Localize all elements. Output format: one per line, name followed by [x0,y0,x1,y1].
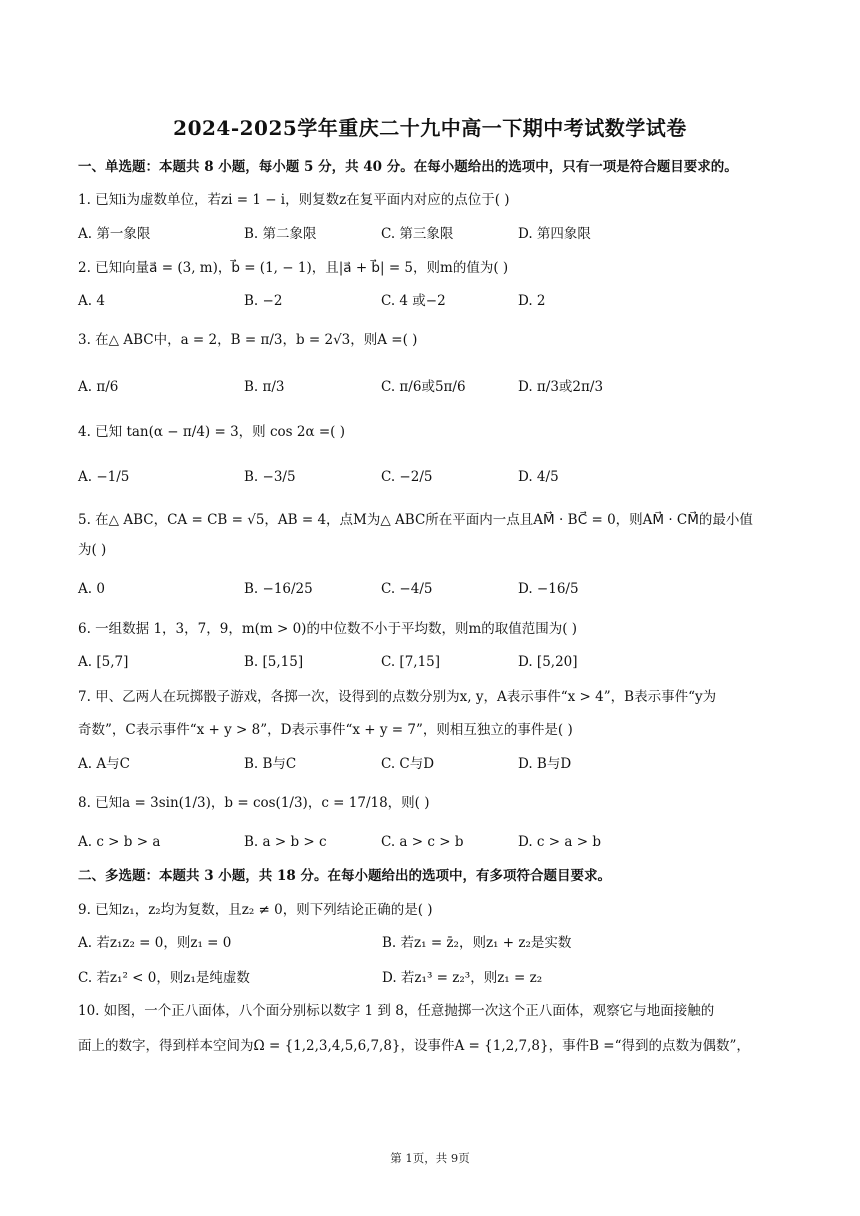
question-2-option-a: A. 4 [78,293,105,309]
question-1-option-d: D. 第四象限 [518,226,591,242]
question-1-option-c: C. 第三象限 [381,226,454,242]
exam-title: 2024-2025学年重庆二十九中高一下期中考试数学试卷 [173,116,687,140]
question-3-option-c: C. π/6或5π/6 [381,379,466,395]
question-8-option-c: C. a > c > b [381,834,464,850]
question-7-option-a: A. A与C [78,756,130,772]
question-7-option-d: D. B与D [518,756,572,772]
question-7-stem-line-2: 奇数”，C表示事件“x + y > 8”，D表示事件“x + y = 7”，则相互独立的事件是( ) [78,722,573,738]
question-8-option-a: A. c > b > a [78,834,161,850]
question-9-option-a: A. 若z₁z₂ = 0，则z₁ = 0 [78,935,232,951]
question-5-option-d: D. −16/5 [518,581,579,597]
section-single-choice-heading: 一、单选题：本题共 8 小题，每小题 5 分，共 40 分。在每小题给出的选项中，只有一项是符合题目要求的。 [78,159,738,175]
question-8-option-b: B. a > b > c [244,834,327,850]
question-4-option-b: B. −3/5 [244,469,296,485]
question-9-stem: 9. 已知z₁，z₂均为复数，且z₂ ≠ 0，则下列结论正确的是( ) [78,902,433,918]
question-4-option-c: C. −2/5 [381,469,433,485]
question-7-option-b: B. B与C [244,756,297,772]
question-2-stem: 2. 已知向量a⃗ = (3, m)，b⃗ = (1, − 1)，且|a⃗ + b⃗| = 5，则m的值为( ) [78,260,509,276]
question-9-option-d: D. 若z₁³ = z₂³，则z₁ = z₂ [382,970,543,986]
question-4-option-d: D. 4/5 [518,469,559,485]
question-2-option-b: B. −2 [244,293,283,309]
question-10-stem-line-2: 面上的数字，得到样本空间为Ω = {1,2,3,4,5,6,7,8}，设事件A = {1,2,7,8}，事件B =“得到的点数为偶数”， [78,1038,750,1054]
question-2-option-d: D. 2 [518,293,546,309]
question-3-option-d: D. π/3或2π/3 [518,379,604,395]
question-3-option-b: B. π/3 [244,379,285,395]
question-6-option-c: C. [7,15] [381,654,441,670]
question-6-option-d: D. [5,20] [518,654,578,670]
question-4-stem: 4. 已知 tan(α − π/4) = 3，则 cos 2α =( ) [78,424,346,440]
question-8-option-d: D. c > a > b [518,834,601,850]
question-2-option-c: C. 4 或−2 [381,293,446,309]
question-1-stem: 1. 已知i为虚数单位，若zi = 1 − i，则复数z在复平面内对应的点位于( ) [78,192,510,208]
question-7-option-c: C. C与D [381,756,435,772]
question-8-stem: 8. 已知a = 3sin(1/3)，b = cos(1/3)，c = 17/18，则( ) [78,795,430,811]
question-5-stem-line-1: 5. 在△ ABC，CA = CB = √5，AB = 4，点M为△ ABC所在平面内一点且AM⃗ · BC⃗ = 0，则AM⃗ · CM⃗的最小值 [78,512,753,528]
question-6-option-b: B. [5,15] [244,654,304,670]
question-5-option-c: C. −4/5 [381,581,433,597]
question-9-option-c: C. 若z₁² < 0，则z₁是纯虚数 [78,970,250,986]
question-1-option-b: B. 第二象限 [244,226,317,242]
question-9-option-b: B. 若z₁ = z̄₂，则z₁ + z₂是实数 [382,935,572,951]
question-7-stem-line-1: 7. 甲、乙两人在玩掷骰子游戏，各掷一次，设得到的点数分别为x, y，A表示事件“x > 4”，B表示事件“y为 [78,689,717,705]
question-10-stem-line-1: 10. 如图，一个正八面体，八个面分别标以数字 1 到 8，任意抛掷一次这个正八面体，观察它与地面接触的 [78,1003,715,1019]
question-5-stem-line-2: 为( ) [78,542,107,558]
question-6-option-a: A. [5,7] [78,654,129,670]
question-6-stem: 6. 一组数据 1，3，7，9，m(m > 0)的中位数不小于平均数，则m的取值范围为( ) [78,621,578,637]
question-4-option-a: A. −1/5 [78,469,130,485]
question-5-option-a: A. 0 [78,581,105,597]
question-5-option-b: B. −16/25 [244,581,313,597]
section-multiple-choice-heading: 二、多选题：本题共 3 小题，共 18 分。在每小题给出的选项中，有多项符合题目要求。 [78,868,611,884]
page-footer: 第 1页，共 9页 [390,1151,470,1165]
question-1-option-a: A. 第一象限 [78,226,151,242]
question-3-option-a: A. π/6 [78,379,119,395]
question-3-stem: 3. 在△ ABC中，a = 2，B = π/3，b = 2√3，则A =( ) [78,332,418,348]
